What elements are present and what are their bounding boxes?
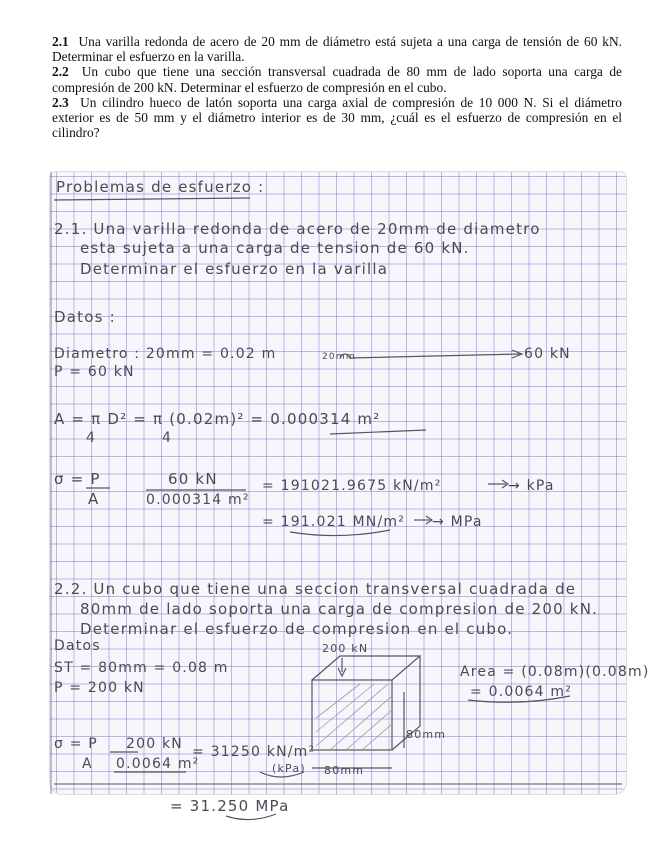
notes-s2-line2: 80mm de lado soporta una carga de compresion de 200 kN.	[80, 600, 599, 618]
notes-sigma-2-lhs: σ = P	[54, 736, 98, 752]
notes-area-1: A = π D² = π (0.02m)² = 0.000314 m²	[54, 410, 381, 428]
notes-force-label-1: 60 kN	[524, 346, 571, 362]
notes-dim-side: 80mm	[406, 728, 447, 741]
notes-area-2: Area = (0.08m)(0.08m)	[460, 664, 650, 680]
notes-sigma-2-unit: (kPa)	[272, 762, 306, 775]
notes-diameter: Diametro : 20mm = 0.02 m	[54, 346, 277, 362]
notes-sigma-1-result-2: = 191.021 MN/m²	[262, 514, 406, 530]
problem-text: Un cubo que tiene una sección transversal cuadrada de 80 mm de lado soporta una carga de compresión de 200 kN. Determinar el esfuerzo de compresión en el cubo.	[52, 64, 622, 95]
notes-s2-line1: 2.2. Un cubo que tiene una seccion transversal cuadrada de	[54, 580, 577, 598]
notes-unit-mpa: → MPa	[432, 514, 483, 530]
problem-text: Un cilindro hueco de latón soporta una carga axial de compresión de 10 000 N. Si el diámetro exterior es de 50 mm y el diámetro interior es de 30 mm, ¿cuál es el esfuerzo de compresión en el cilindro?	[52, 94, 622, 141]
problem-number: 2.3	[52, 94, 69, 110]
notes-sigma-2-num: 200 kN	[126, 736, 183, 752]
notes-load-label-2: 200 kN	[322, 642, 369, 655]
notes-datos-2: Datos	[54, 638, 101, 654]
problem-number: 2.2	[52, 64, 69, 80]
final-underline	[226, 814, 276, 820]
notes-area-1-denominator-2: 4	[162, 430, 173, 446]
notes-sigma-1-lhs: σ = P	[54, 470, 101, 488]
notes-sigma-2-den2: 0.0064 m²	[116, 756, 200, 772]
notes-area-2-result: = 0.0064 m²	[470, 684, 573, 700]
problem-number: 2.1	[52, 34, 69, 49]
notes-s1-line1: 2.1. Una varilla redonda de acero de 20mm de diametro	[54, 220, 541, 238]
notes-title: Problemas de esfuerzo :	[56, 178, 265, 196]
notes-sigma-1-den2: 0.000314 m²	[146, 492, 250, 508]
notes-sigma-1-den: A	[88, 490, 100, 508]
notes-rod-label: 20mm	[322, 352, 356, 362]
notes-sigma-2-final: = 31.250 MPa	[170, 797, 290, 815]
notes-unit-kpa: → kPa	[508, 478, 555, 494]
notes-sigma-1-num: 60 kN	[168, 470, 218, 488]
notes-area-1-denominator: 4	[86, 430, 97, 446]
notes-s1-line2: esta sujeta a una carga de tension de 60 kN.	[80, 239, 470, 257]
notes-load-1: P = 60 kN	[54, 364, 135, 380]
notes-sigma-2-den: A	[82, 756, 93, 772]
notes-dim-bottom: 80mm	[324, 764, 365, 777]
problem-text: Una varilla redonda de acero de 20 mm de diámetro está sujeta a una carga de tensión de 60 kN. Determinar el esfuerzo en la varilla.	[52, 34, 622, 65]
notes-datos-1: Datos :	[54, 308, 116, 326]
notes-s1-line3: Determinar el esfuerzo en la varilla	[80, 260, 389, 278]
notes-side: ST = 80mm = 0.08 m	[54, 660, 229, 676]
notes-sigma-2-result: = 31250 kN/m²	[192, 744, 316, 760]
notes-load-2: P = 200 kN	[54, 680, 145, 696]
notes-s2-line3: Determinar el esfuerzo de compresion en el cubo.	[80, 620, 514, 638]
notes-sigma-1-result-1: = 191021.9675 kN/m²	[262, 478, 442, 494]
